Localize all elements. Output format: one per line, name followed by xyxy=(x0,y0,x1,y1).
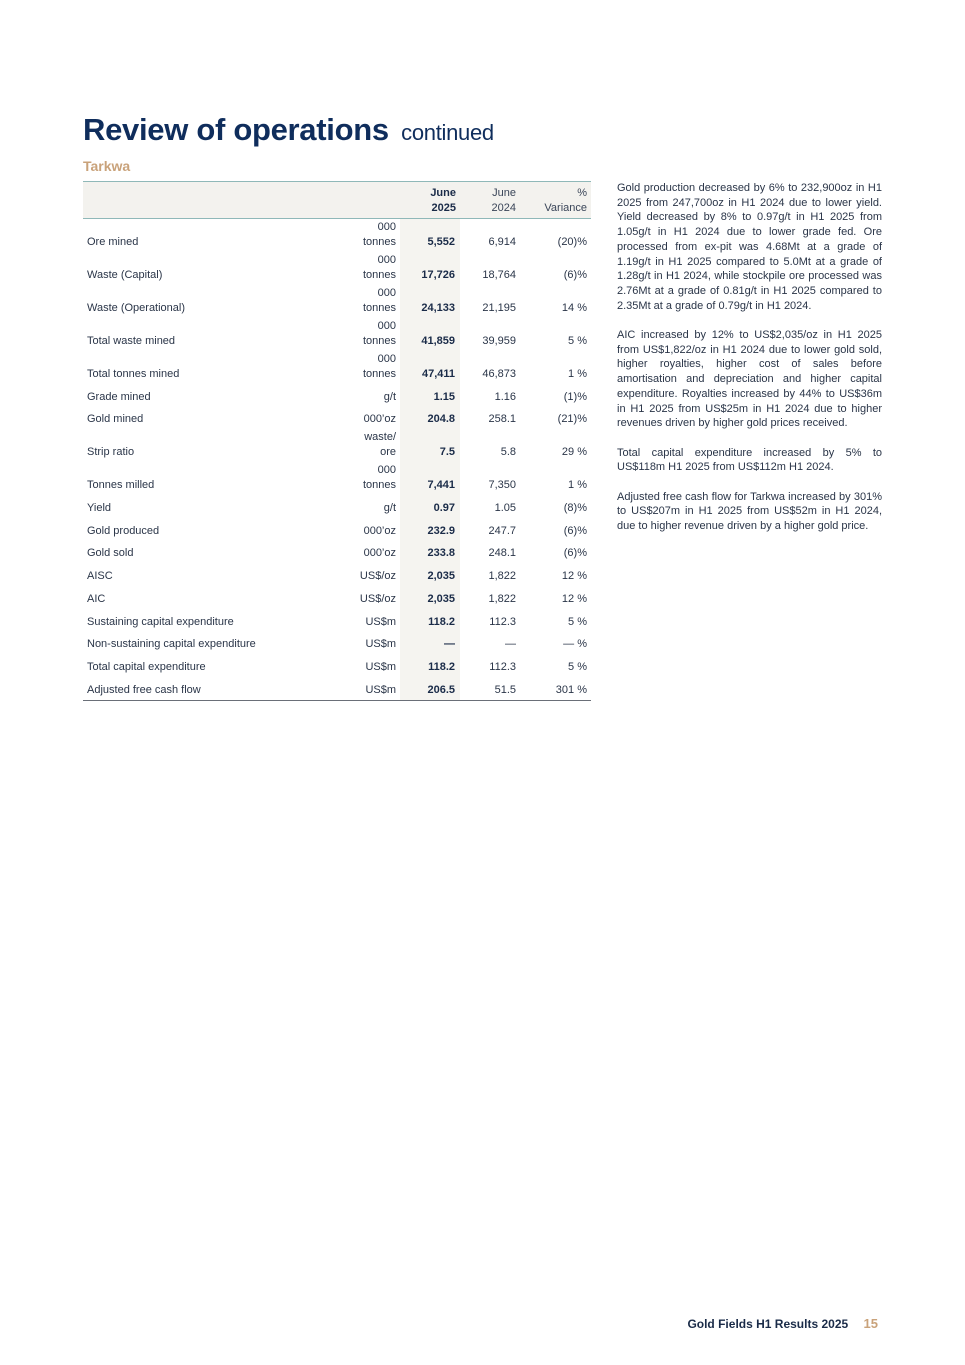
row-value-2025: 118.2 xyxy=(400,609,460,632)
row-unit: 000 tonnes xyxy=(362,287,396,314)
table-row xyxy=(83,318,591,351)
row-label: Sustaining capital expenditure xyxy=(87,615,234,628)
section-heading: Tarkwa xyxy=(83,158,131,174)
row-value-2025: 17,726 xyxy=(400,252,460,285)
row-variance: 1 % xyxy=(568,368,587,380)
row-value-2025: 1.15 xyxy=(400,384,460,407)
row-value-2024: 6,914 xyxy=(488,236,516,248)
row-unit: US$m xyxy=(365,660,396,673)
row-value-2024: 21,195 xyxy=(482,302,516,314)
row-label: Ore mined xyxy=(87,236,139,248)
row-variance: — % xyxy=(563,638,587,651)
table-row xyxy=(83,563,591,586)
row-label: AISC xyxy=(87,570,113,583)
page-title-suffix: continued xyxy=(401,120,494,145)
table-row xyxy=(83,632,591,655)
footer-year: 2025 xyxy=(821,1317,849,1331)
page-footer xyxy=(687,1316,878,1331)
row-value-2024: 1,822 xyxy=(488,570,516,583)
table-row xyxy=(83,252,591,285)
row-value-2025: 24,133 xyxy=(400,285,460,318)
row-value-2025: 0.97 xyxy=(400,495,460,518)
row-variance: 5 % xyxy=(568,335,587,347)
row-value-2024: 5.8 xyxy=(500,446,516,459)
row-label: Grade mined xyxy=(87,390,151,403)
table-header-row xyxy=(83,182,591,219)
row-variance: (6)% xyxy=(563,524,587,537)
row-label: Strip ratio xyxy=(87,446,135,459)
row-label: Total capital expenditure xyxy=(87,660,206,673)
row-label: Non-sustaining capital expenditure xyxy=(87,638,256,651)
row-value-2024: 39,959 xyxy=(482,335,516,347)
header-june-2025 xyxy=(400,182,460,219)
row-unit: US$m xyxy=(365,615,396,628)
row-label: Gold mined xyxy=(87,413,144,426)
row-label: Waste (Operational) xyxy=(87,302,186,314)
header-variance xyxy=(520,182,591,219)
row-value-2024: 7,350 xyxy=(488,479,516,492)
row-value-2025: 206.5 xyxy=(400,677,460,700)
page-number: 15 xyxy=(863,1316,878,1331)
row-unit: 000 tonnes xyxy=(362,320,396,347)
footer-doc-title: Gold Fields H1 Results xyxy=(687,1317,819,1331)
row-unit: 000 tonnes xyxy=(362,464,396,492)
row-unit: 000 tonnes xyxy=(362,221,396,248)
row-value-2024: 1,822 xyxy=(488,592,516,605)
header-variance-text: % Variance xyxy=(544,187,587,214)
header-june-2025-text: June 2025 xyxy=(430,187,456,214)
header-unit-cell xyxy=(335,182,400,219)
row-label: Adjusted free cash flow xyxy=(83,677,335,700)
row-value-2024: 112.3 xyxy=(489,660,516,673)
table-row xyxy=(83,219,591,253)
commentary-paragraph: Total capital expenditure increased by 5% to US$118m H1 2025 from US$112m H1 2024. xyxy=(617,446,882,474)
row-variance: (6)% xyxy=(563,547,587,560)
row-label: Gold produced xyxy=(87,524,160,537)
row-value-2024: 18,764 xyxy=(482,269,516,281)
table-row xyxy=(83,541,591,564)
row-value-2025: — xyxy=(400,632,460,655)
row-unit: g/t xyxy=(383,502,396,515)
header-june-2024-text: June 2024 xyxy=(491,187,516,214)
row-label: Total tonnes mined xyxy=(87,368,180,380)
commentary-paragraph: Gold production decreased by 6% to 232,900oz in H1 2025 from 247,700oz in H1 2024 due to lower yield. Yield decreased by 8% to 0.97g/t in H1 2025 from 1.05g/t in H1 2024 due to lower grade fed. Ore processed from ex-pit was 4.68Mt at a grade of 1.19g/t in H1 2025 compared to 5.0Mt at a grade of 1.28g/t in H1 2024, while stockpile ore processed was 2.76Mt at a grade of 0.81g/t in H1 2025 compared to 2.35Mt at a grade of 0.79g/t in H1 2024. xyxy=(617,182,882,312)
row-label: Tonnes milled xyxy=(87,479,155,492)
row-value-2024: 51.5 xyxy=(460,677,520,700)
row-value-2024: 247.7 xyxy=(488,524,516,537)
row-label: AIC xyxy=(87,592,106,605)
page-title-main: Review of operations xyxy=(83,112,389,147)
table-row xyxy=(83,351,591,384)
table-row xyxy=(83,384,591,407)
row-value-2025: 47,411 xyxy=(400,351,460,384)
row-variance: 12 % xyxy=(561,570,587,583)
row-unit: US$m xyxy=(365,638,396,651)
row-value-2024: 258.1 xyxy=(488,413,516,426)
row-variance: 12 % xyxy=(561,592,587,605)
table-row xyxy=(83,677,591,700)
row-variance: 5 % xyxy=(568,660,587,673)
row-unit: g/t xyxy=(383,390,396,403)
page-title xyxy=(83,112,494,148)
header-label-cell xyxy=(83,182,335,219)
row-variance: (21)% xyxy=(557,413,587,426)
row-value-2025: 5,552 xyxy=(400,219,460,253)
row-variance: (6)% xyxy=(563,269,587,281)
row-variance: 5 % xyxy=(568,615,587,628)
row-variance: 301 % xyxy=(520,677,591,700)
row-variance: (1)% xyxy=(563,390,587,403)
row-label: Waste (Capital) xyxy=(87,269,163,281)
table-row xyxy=(83,654,591,677)
row-value-2025: 2,035 xyxy=(400,563,460,586)
row-value-2025: 233.8 xyxy=(400,541,460,564)
table-row xyxy=(83,586,591,609)
row-unit: 000’oz xyxy=(363,547,396,560)
table-row xyxy=(83,429,591,462)
row-unit: US$/oz xyxy=(359,592,396,605)
table-row xyxy=(83,407,591,430)
row-value-2024: 1.16 xyxy=(494,390,516,403)
row-value-2024: 46,873 xyxy=(482,368,516,380)
row-unit: 000 tonnes xyxy=(362,353,396,380)
row-value-2024: 1.05 xyxy=(494,502,516,515)
table-row xyxy=(83,462,591,495)
row-value-2025: 41,859 xyxy=(400,318,460,351)
row-value-2025: 204.8 xyxy=(400,407,460,430)
table-row xyxy=(83,495,591,518)
row-value-2025: 7.5 xyxy=(400,429,460,462)
table-row xyxy=(83,285,591,318)
commentary-paragraph: AIC increased by 12% to US$2,035/oz in H1 2025 from US$1,822/oz in H1 2024 due to lower gold sold, higher royalties, higher cost of sales before amortisation and depreciation and higher capital expenditure. Royalties increased by 44% to US$36m in H1 2025 from US$25m in H1 2024 due to higher revenues driven by higher gold prices received. xyxy=(617,329,882,430)
row-value-2025: 232.9 xyxy=(400,518,460,541)
table-row xyxy=(83,518,591,541)
row-value-2025: 2,035 xyxy=(400,586,460,609)
row-label: Gold sold xyxy=(87,547,134,560)
row-variance: 1 % xyxy=(568,479,587,492)
row-value-2024: 112.3 xyxy=(489,615,516,628)
row-unit: US$m xyxy=(335,677,400,700)
header-june-2024 xyxy=(460,182,520,219)
row-unit: US$/oz xyxy=(359,570,396,583)
operations-table xyxy=(83,181,591,701)
row-variance: 29 % xyxy=(561,446,587,459)
row-value-2025: 7,441 xyxy=(400,462,460,495)
row-unit: 000’oz xyxy=(363,413,396,426)
row-variance: (8)% xyxy=(563,502,587,515)
row-label: Total waste mined xyxy=(87,335,176,347)
row-value-2025: 118.2 xyxy=(400,654,460,677)
row-unit: waste/ ore xyxy=(364,431,396,459)
row-label: Yield xyxy=(87,502,112,515)
row-value-2024: — xyxy=(505,638,516,651)
row-variance: 14 % xyxy=(561,302,587,314)
table-row xyxy=(83,609,591,632)
row-variance: (20)% xyxy=(557,236,587,248)
commentary-paragraph: Adjusted free cash flow for Tarkwa increased by 301% to US$207m in H1 2025 from US$52m in H1 2024, due to higher revenue driven by a higher gold price. xyxy=(617,490,882,533)
row-unit: 000 tonnes xyxy=(362,254,396,281)
row-value-2024: 248.1 xyxy=(488,547,516,560)
row-unit: 000’oz xyxy=(363,524,396,537)
commentary-column xyxy=(617,181,882,549)
